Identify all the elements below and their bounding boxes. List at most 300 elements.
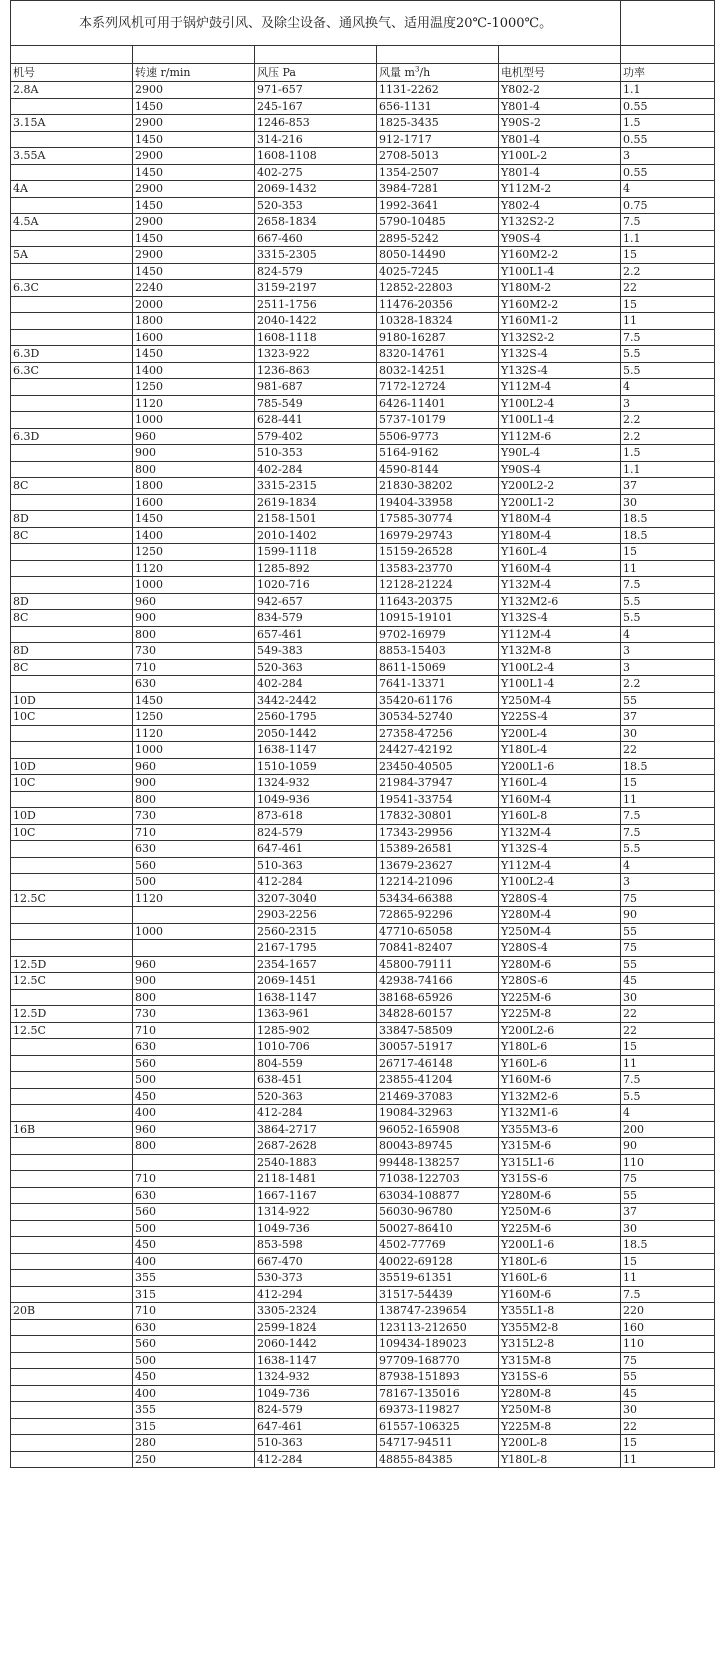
airflow-cell: 80043-89745 — [377, 1138, 499, 1155]
motor-cell: Y180L-6 — [499, 1039, 621, 1056]
speed-cell: 710 — [133, 659, 255, 676]
table-row — [11, 841, 715, 858]
table-row — [11, 527, 715, 544]
airflow-cell: 656-1131 — [377, 98, 499, 115]
pressure-cell: 245-167 — [255, 98, 377, 115]
motor-cell: Y132S-4 — [499, 362, 621, 379]
speed-cell: 355 — [133, 1402, 255, 1419]
power-cell: 15 — [621, 544, 715, 561]
power-cell: 15 — [621, 1435, 715, 1452]
pressure-cell: 2069-1432 — [255, 181, 377, 198]
airflow-cell: 42938-74166 — [377, 973, 499, 990]
speed-cell: 800 — [133, 1138, 255, 1155]
model-cell — [11, 1336, 133, 1353]
speed-cell: 800 — [133, 791, 255, 808]
model-cell — [11, 1286, 133, 1303]
speed-cell: 400 — [133, 1253, 255, 1270]
model-cell: 5A — [11, 247, 133, 264]
table-row — [11, 1253, 715, 1270]
power-cell: 37 — [621, 709, 715, 726]
table-row — [11, 1022, 715, 1039]
table-row — [11, 1204, 715, 1221]
model-cell — [11, 940, 133, 957]
power-cell: 4 — [621, 857, 715, 874]
motor-cell: Y112M-4 — [499, 857, 621, 874]
model-cell — [11, 1055, 133, 1072]
power-cell: 5.5 — [621, 346, 715, 363]
table-row — [11, 296, 715, 313]
model-cell: 6.3C — [11, 280, 133, 297]
table-row — [11, 478, 715, 495]
power-cell: 1.5 — [621, 445, 715, 462]
airflow-cell: 19541-33754 — [377, 791, 499, 808]
power-cell: 55 — [621, 1187, 715, 1204]
power-cell: 7.5 — [621, 577, 715, 594]
speed-cell: 2240 — [133, 280, 255, 297]
pressure-cell: 2050-1442 — [255, 725, 377, 742]
model-cell — [11, 395, 133, 412]
speed-cell: 960 — [133, 956, 255, 973]
model-cell — [11, 445, 133, 462]
power-cell: 2.2 — [621, 263, 715, 280]
speed-cell: 1800 — [133, 313, 255, 330]
table-row — [11, 857, 715, 874]
model-cell — [11, 1319, 133, 1336]
model-cell: 12.5D — [11, 956, 133, 973]
model-cell — [11, 560, 133, 577]
power-cell: 5.5 — [621, 841, 715, 858]
table-row — [11, 1319, 715, 1336]
pressure-cell: 549-383 — [255, 643, 377, 660]
pressure-cell: 3864-2717 — [255, 1121, 377, 1138]
speed-cell: 630 — [133, 1319, 255, 1336]
speed-cell: 800 — [133, 461, 255, 478]
airflow-cell: 72865-92296 — [377, 907, 499, 924]
model-cell: 10D — [11, 758, 133, 775]
table-row — [11, 791, 715, 808]
table-row — [11, 1402, 715, 1419]
power-cell: 11 — [621, 1270, 715, 1287]
power-cell: 30 — [621, 494, 715, 511]
pressure-cell: 981-687 — [255, 379, 377, 396]
speed-cell: 900 — [133, 610, 255, 627]
model-cell: 6.3D — [11, 346, 133, 363]
model-cell — [11, 296, 133, 313]
header-model-number: 机号 — [11, 64, 133, 82]
model-cell — [11, 1352, 133, 1369]
model-cell — [11, 98, 133, 115]
model-cell: 20B — [11, 1303, 133, 1320]
power-cell: 0.55 — [621, 98, 715, 115]
model-cell: 10C — [11, 824, 133, 841]
speed-cell: 900 — [133, 775, 255, 792]
model-cell — [11, 1385, 133, 1402]
power-cell: 2.2 — [621, 676, 715, 693]
table-row — [11, 1072, 715, 1089]
table-row — [11, 131, 715, 148]
header-row — [11, 64, 715, 82]
table-row — [11, 280, 715, 297]
motor-cell: Y280M-8 — [499, 1385, 621, 1402]
model-cell — [11, 329, 133, 346]
model-cell — [11, 907, 133, 924]
motor-cell: Y315M-8 — [499, 1352, 621, 1369]
model-cell: 12.5C — [11, 973, 133, 990]
power-cell: 4 — [621, 379, 715, 396]
power-cell: 1.5 — [621, 115, 715, 132]
airflow-cell: 34828-60157 — [377, 1006, 499, 1023]
model-cell: 10D — [11, 692, 133, 709]
pressure-cell: 1608-1108 — [255, 148, 377, 165]
table-row — [11, 1369, 715, 1386]
motor-cell: Y160L-8 — [499, 808, 621, 825]
model-cell — [11, 874, 133, 891]
airflow-cell: 19084-32963 — [377, 1105, 499, 1122]
airflow-cell: 71038-122703 — [377, 1171, 499, 1188]
model-cell: 6.3C — [11, 362, 133, 379]
power-cell: 55 — [621, 956, 715, 973]
table-row — [11, 659, 715, 676]
table-row — [11, 973, 715, 990]
pressure-cell: 1020-716 — [255, 577, 377, 594]
model-cell — [11, 1451, 133, 1468]
airflow-cell: 17343-29956 — [377, 824, 499, 841]
motor-cell: Y200L1-6 — [499, 1237, 621, 1254]
table-row — [11, 1385, 715, 1402]
table-row — [11, 1138, 715, 1155]
power-cell: 7.5 — [621, 1072, 715, 1089]
motor-cell: Y250M-4 — [499, 692, 621, 709]
pressure-cell: 314-216 — [255, 131, 377, 148]
airflow-cell: 13679-23627 — [377, 857, 499, 874]
pressure-cell: 510-353 — [255, 445, 377, 462]
airflow-cell: 40022-69128 — [377, 1253, 499, 1270]
model-cell — [11, 263, 133, 280]
power-cell: 75 — [621, 1171, 715, 1188]
motor-cell: Y280S-4 — [499, 890, 621, 907]
speed-cell: 1250 — [133, 709, 255, 726]
pressure-cell: 1638-1147 — [255, 742, 377, 759]
power-cell: 4 — [621, 181, 715, 198]
airflow-cell: 12852-22803 — [377, 280, 499, 297]
motor-cell: Y180M-4 — [499, 527, 621, 544]
airflow-cell: 21469-37083 — [377, 1088, 499, 1105]
speed-cell — [133, 907, 255, 924]
pressure-cell: 1608-1118 — [255, 329, 377, 346]
airflow-cell: 4025-7245 — [377, 263, 499, 280]
airflow-cell: 23450-40505 — [377, 758, 499, 775]
pressure-cell: 2540-1883 — [255, 1154, 377, 1171]
pressure-cell: 402-275 — [255, 164, 377, 181]
model-cell — [11, 989, 133, 1006]
model-cell — [11, 544, 133, 561]
airflow-cell: 123113-212650 — [377, 1319, 499, 1336]
pressure-cell: 942-657 — [255, 593, 377, 610]
airflow-cell: 8032-14251 — [377, 362, 499, 379]
power-cell: 5.5 — [621, 610, 715, 627]
airflow-cell: 10915-19101 — [377, 610, 499, 627]
airflow-cell: 53434-66388 — [377, 890, 499, 907]
pressure-cell: 873-618 — [255, 808, 377, 825]
airflow-cell: 2708-5013 — [377, 148, 499, 165]
airflow-cell: 8320-14761 — [377, 346, 499, 363]
motor-cell: Y200L2-6 — [499, 1022, 621, 1039]
airflow-cell: 21830-38202 — [377, 478, 499, 495]
power-cell: 45 — [621, 973, 715, 990]
power-cell: 37 — [621, 1204, 715, 1221]
table-row — [11, 758, 715, 775]
pressure-cell: 971-657 — [255, 82, 377, 99]
airflow-cell: 6426-11401 — [377, 395, 499, 412]
title-row — [11, 1, 715, 46]
pressure-cell: 1510-1059 — [255, 758, 377, 775]
model-cell: 8D — [11, 593, 133, 610]
model-cell — [11, 1171, 133, 1188]
table-row — [11, 445, 715, 462]
power-cell: 5.5 — [621, 593, 715, 610]
pressure-cell: 824-579 — [255, 824, 377, 841]
model-cell — [11, 577, 133, 594]
model-cell — [11, 164, 133, 181]
speed-cell: 630 — [133, 1187, 255, 1204]
pressure-cell: 1324-932 — [255, 1369, 377, 1386]
motor-cell: Y315L1-6 — [499, 1154, 621, 1171]
motor-cell: Y160M-4 — [499, 560, 621, 577]
speed-cell: 1000 — [133, 923, 255, 940]
airflow-cell: 15159-26528 — [377, 544, 499, 561]
model-cell: 10C — [11, 775, 133, 792]
model-cell — [11, 791, 133, 808]
airflow-cell: 138747-239654 — [377, 1303, 499, 1320]
power-cell: 5.5 — [621, 362, 715, 379]
table-row — [11, 214, 715, 231]
table-row — [11, 923, 715, 940]
motor-cell: Y160L-4 — [499, 775, 621, 792]
power-cell: 30 — [621, 1220, 715, 1237]
pressure-cell: 2167-1795 — [255, 940, 377, 957]
power-cell: 15 — [621, 1253, 715, 1270]
power-cell: 7.5 — [621, 214, 715, 231]
motor-cell: Y280M-6 — [499, 956, 621, 973]
table-row — [11, 940, 715, 957]
model-cell — [11, 1402, 133, 1419]
airflow-cell: 31517-54439 — [377, 1286, 499, 1303]
model-cell — [11, 1154, 133, 1171]
pressure-cell: 1236-863 — [255, 362, 377, 379]
motor-cell: Y132S2-2 — [499, 329, 621, 346]
table-row — [11, 1121, 715, 1138]
table-row — [11, 1006, 715, 1023]
motor-cell: Y132M1-6 — [499, 1105, 621, 1122]
speed-cell: 900 — [133, 445, 255, 462]
pressure-cell: 853-598 — [255, 1237, 377, 1254]
model-cell: 8C — [11, 527, 133, 544]
model-cell — [11, 197, 133, 214]
airflow-cell: 13583-23770 — [377, 560, 499, 577]
pressure-cell: 804-559 — [255, 1055, 377, 1072]
power-cell: 5.5 — [621, 1088, 715, 1105]
speed-cell: 2900 — [133, 82, 255, 99]
airflow-cell: 97709-168770 — [377, 1352, 499, 1369]
airflow-cell: 15389-26581 — [377, 841, 499, 858]
speed-cell: 500 — [133, 874, 255, 891]
model-cell — [11, 379, 133, 396]
power-cell: 110 — [621, 1336, 715, 1353]
table-row — [11, 82, 715, 99]
motor-cell: Y160L-4 — [499, 544, 621, 561]
model-cell — [11, 412, 133, 429]
power-cell: 22 — [621, 280, 715, 297]
speed-cell: 710 — [133, 824, 255, 841]
pressure-cell: 647-461 — [255, 841, 377, 858]
speed-cell: 500 — [133, 1072, 255, 1089]
pressure-cell: 2158-1501 — [255, 511, 377, 528]
pressure-cell: 1638-1147 — [255, 1352, 377, 1369]
pressure-cell: 647-461 — [255, 1418, 377, 1435]
power-cell: 30 — [621, 1402, 715, 1419]
table-row — [11, 148, 715, 165]
table-row — [11, 1055, 715, 1072]
pressure-cell: 1638-1147 — [255, 989, 377, 1006]
speed-cell: 1450 — [133, 131, 255, 148]
motor-cell: Y100L2-4 — [499, 395, 621, 412]
airflow-cell: 8050-14490 — [377, 247, 499, 264]
power-cell: 15 — [621, 775, 715, 792]
motor-cell: Y225M-8 — [499, 1418, 621, 1435]
power-cell: 7.5 — [621, 808, 715, 825]
speed-cell: 900 — [133, 973, 255, 990]
speed-cell: 1120 — [133, 560, 255, 577]
speed-cell — [133, 1154, 255, 1171]
motor-cell: Y132M-8 — [499, 643, 621, 660]
speed-cell: 450 — [133, 1369, 255, 1386]
header-motor-model: 电机型号 — [499, 64, 621, 82]
blank-row — [11, 46, 715, 64]
motor-cell: Y160M2-2 — [499, 296, 621, 313]
speed-cell: 960 — [133, 593, 255, 610]
speed-cell: 710 — [133, 1303, 255, 1320]
fan-spec-table — [10, 0, 715, 1468]
model-cell — [11, 1088, 133, 1105]
table-row — [11, 1352, 715, 1369]
speed-cell: 630 — [133, 676, 255, 693]
power-cell: 18.5 — [621, 758, 715, 775]
table-row — [11, 230, 715, 247]
pressure-cell: 2511-1756 — [255, 296, 377, 313]
pressure-cell: 510-363 — [255, 1435, 377, 1452]
pressure-cell: 1049-736 — [255, 1385, 377, 1402]
motor-cell: Y250M-4 — [499, 923, 621, 940]
table-row — [11, 197, 715, 214]
pressure-cell: 1049-936 — [255, 791, 377, 808]
power-cell: 110 — [621, 1154, 715, 1171]
pressure-cell: 2619-1834 — [255, 494, 377, 511]
model-cell: 6.3D — [11, 428, 133, 445]
pressure-cell: 667-460 — [255, 230, 377, 247]
pressure-cell: 3159-2197 — [255, 280, 377, 297]
pressure-cell: 1246-853 — [255, 115, 377, 132]
airflow-cell: 9180-16287 — [377, 329, 499, 346]
airflow-cell: 61557-106325 — [377, 1418, 499, 1435]
table-row — [11, 461, 715, 478]
speed-cell: 1120 — [133, 395, 255, 412]
power-cell: 3 — [621, 874, 715, 891]
airflow-cell: 8611-15069 — [377, 659, 499, 676]
motor-cell: Y180L-8 — [499, 1451, 621, 1468]
airflow-cell: 99448-138257 — [377, 1154, 499, 1171]
pressure-cell: 520-363 — [255, 1088, 377, 1105]
motor-cell: Y112M-4 — [499, 379, 621, 396]
speed-cell: 1450 — [133, 230, 255, 247]
speed-cell: 1450 — [133, 692, 255, 709]
power-cell: 22 — [621, 1418, 715, 1435]
motor-cell: Y200L1-6 — [499, 758, 621, 775]
table-row — [11, 1303, 715, 1320]
power-cell: 45 — [621, 1385, 715, 1402]
power-cell: 2.2 — [621, 412, 715, 429]
motor-cell: Y90L-4 — [499, 445, 621, 462]
model-cell — [11, 313, 133, 330]
airflow-cell: 12128-21224 — [377, 577, 499, 594]
speed-cell: 960 — [133, 758, 255, 775]
model-cell — [11, 1204, 133, 1221]
motor-cell: Y200L1-2 — [499, 494, 621, 511]
table-row — [11, 263, 715, 280]
motor-cell: Y315L2-8 — [499, 1336, 621, 1353]
pressure-cell: 3305-2324 — [255, 1303, 377, 1320]
airflow-cell: 30057-51917 — [377, 1039, 499, 1056]
airflow-cell: 24427-42192 — [377, 742, 499, 759]
table-row — [11, 643, 715, 660]
pressure-cell: 1285-902 — [255, 1022, 377, 1039]
table-row — [11, 808, 715, 825]
power-cell: 18.5 — [621, 527, 715, 544]
pressure-cell: 2687-2628 — [255, 1138, 377, 1155]
model-cell — [11, 1039, 133, 1056]
model-cell: 10C — [11, 709, 133, 726]
airflow-cell: 47710-65058 — [377, 923, 499, 940]
model-cell — [11, 1138, 133, 1155]
speed-cell: 400 — [133, 1105, 255, 1122]
airflow-cell: 9702-16979 — [377, 626, 499, 643]
motor-cell: Y90S-4 — [499, 230, 621, 247]
speed-cell: 1120 — [133, 890, 255, 907]
motor-cell: Y355M3-6 — [499, 1121, 621, 1138]
airflow-cell: 48855-84385 — [377, 1451, 499, 1468]
pressure-cell: 520-363 — [255, 659, 377, 676]
speed-cell: 400 — [133, 1385, 255, 1402]
speed-cell: 630 — [133, 841, 255, 858]
header-power: 功率 — [621, 64, 715, 82]
header-speed: 转速 r/min — [133, 64, 255, 82]
pressure-cell: 2060-1442 — [255, 1336, 377, 1353]
airflow-cell: 56030-96780 — [377, 1204, 499, 1221]
model-cell — [11, 923, 133, 940]
power-cell: 37 — [621, 478, 715, 495]
pressure-cell: 412-284 — [255, 1451, 377, 1468]
motor-cell: Y802-4 — [499, 197, 621, 214]
table-row — [11, 890, 715, 907]
speed-cell: 1450 — [133, 511, 255, 528]
speed-cell: 1600 — [133, 494, 255, 511]
model-cell — [11, 725, 133, 742]
model-cell — [11, 1253, 133, 1270]
table-row — [11, 956, 715, 973]
airflow-cell: 54717-94511 — [377, 1435, 499, 1452]
speed-cell: 1450 — [133, 164, 255, 181]
pressure-cell: 2069-1451 — [255, 973, 377, 990]
power-cell: 0.55 — [621, 131, 715, 148]
